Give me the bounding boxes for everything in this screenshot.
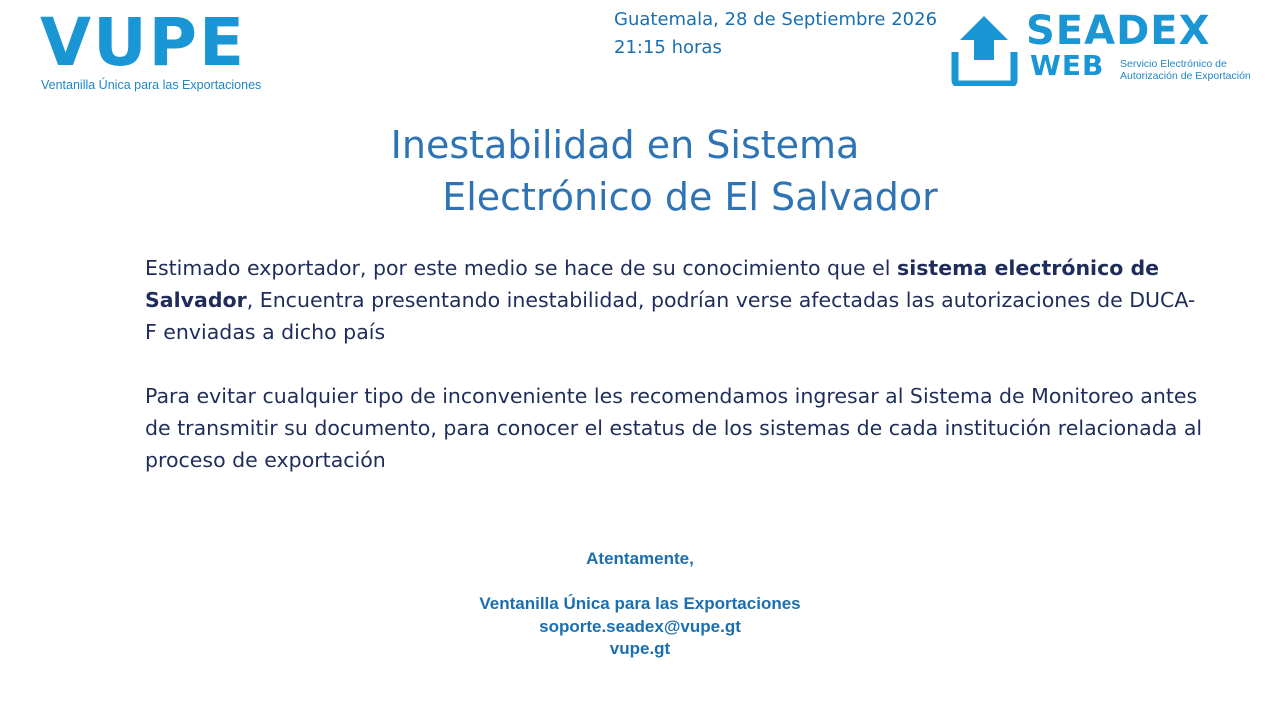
title-line-1: Inestabilidad en Sistema (390, 123, 860, 168)
seadex-description (1120, 58, 1280, 82)
signature-block (400, 548, 880, 661)
vupe-tagline: Ventanilla Única para las Exportaciones (41, 78, 262, 92)
seadex-desc-line1: Servicio Electrónico de (1120, 58, 1227, 70)
upload-arrow-icon (950, 14, 1020, 86)
seadex-logo (950, 8, 1275, 88)
seadex-web-label: WEB (1030, 49, 1105, 82)
seadex-desc-line2: Autorización de Exportación (1120, 70, 1251, 82)
signature-site: vupe.gt (609, 639, 671, 658)
page-title (380, 119, 1000, 223)
date-time-block (614, 6, 937, 62)
signature-email: soporte.seadex@vupe.gt (539, 616, 741, 636)
notice-body (145, 252, 1205, 508)
p1-start: Estimado exportador, por este medio se hace de su conocimiento que el (145, 256, 897, 280)
title-line-2: Electrónico de El Salvador (442, 175, 938, 220)
signature-org: Ventanilla Única para las Exportaciones (479, 594, 801, 613)
time-line: 21:15 horas (614, 37, 722, 58)
signature-spacer (400, 571, 880, 594)
p1-bold: sistema electrónico de Salvador (145, 256, 1160, 312)
notice-paragraph-2: Para evitar cualquier tipo de inconveniente les recomendamos ingresar al Sistema de Monitoreo antes de transmitir su documento, para conocer el estatus de los sistemas de cada institución relacionada al proceso de exportación (145, 384, 1203, 472)
vupe-logo (40, 4, 300, 96)
p1-end: , Encuentra presentando inestabilidad, podrían verse afectadas las autorizaciones de DUCA-F enviadas a dicho país (145, 288, 1196, 344)
signature-closing: Atentamente, (586, 549, 694, 568)
vupe-wordmark: VUPE (40, 4, 247, 81)
notice-paragraph-1 (145, 252, 1205, 348)
date-line: Guatemala, 28 de Septiembre 2026 (614, 9, 938, 30)
seadex-wordmark: SEADEX (1026, 8, 1211, 54)
